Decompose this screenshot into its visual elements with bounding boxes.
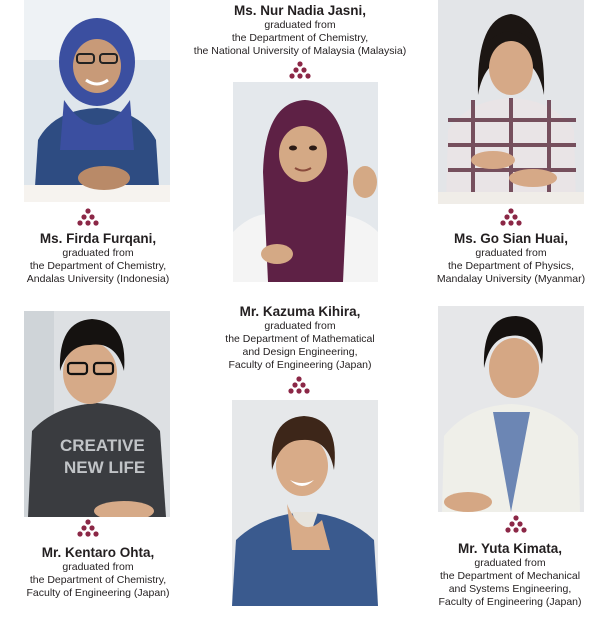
profile-caption-yuta-kimata — [420, 540, 600, 609]
caption-line: graduated from — [475, 247, 547, 259]
caption-line: Mandalay University (Myanmar) — [436, 273, 586, 285]
profile-caption-go-sian-huai — [412, 230, 600, 286]
caption-line: graduated from — [62, 561, 134, 573]
svg-text:NEW LIFE: NEW LIFE — [64, 458, 146, 477]
caption-line: the Department of Mathematical — [225, 333, 375, 345]
caption-line: Faculty of Engineering (Japan) — [228, 359, 372, 371]
photo-go-sian-huai — [438, 0, 584, 204]
person-name: Mr. Kazuma Kihira, — [239, 304, 361, 319]
dot-triangle-icon — [500, 208, 522, 226]
caption-line: graduated from — [264, 320, 336, 332]
profile-caption-nur-nadia-jasni — [180, 2, 420, 58]
caption-line: Faculty of Engineering (Japan) — [438, 596, 582, 608]
photo-nur-nadia-jasni — [233, 82, 378, 282]
dot-triangle-icon — [505, 515, 527, 533]
dot-triangle-icon — [288, 376, 310, 394]
caption-line: graduated from — [474, 557, 546, 569]
caption-line: the Department of Physics, — [447, 260, 575, 272]
caption-line: the Department of Chemistry, — [231, 32, 369, 44]
dot-triangle-icon — [77, 208, 99, 226]
profile-caption-kentaro-ohta — [0, 544, 196, 600]
caption-line: Faculty of Engineering (Japan) — [26, 587, 170, 599]
dot-triangle-icon — [77, 519, 99, 537]
person-name: Mr. Kentaro Ohta, — [41, 545, 155, 560]
photo-kentaro-ohta — [24, 311, 170, 517]
svg-text:CREATIVE: CREATIVE — [60, 436, 145, 455]
caption-line: and Systems Engineering, — [448, 583, 572, 595]
person-name: Ms. Firda Furqani, — [39, 231, 157, 246]
caption-line: the Department of Chemistry, — [29, 260, 167, 272]
profile-caption-firda-furqani — [0, 230, 196, 286]
caption-line: Andalas University (Indonesia) — [26, 273, 170, 285]
person-name: Mr. Yuta Kimata, — [457, 541, 563, 556]
caption-line: graduated from — [264, 19, 336, 31]
dot-triangle-icon — [289, 61, 311, 79]
caption-line: the National University of Malaysia (Malaysia) — [193, 45, 407, 57]
caption-line: the Department of Mechanical — [439, 570, 581, 582]
photo-firda-furqani — [24, 0, 170, 202]
profile-caption-kazuma-kihira — [190, 303, 410, 372]
photo-yuta-kimata — [438, 306, 584, 512]
photo-kazuma-kihira — [232, 400, 378, 606]
person-name: Ms. Nur Nadia Jasni, — [233, 3, 367, 18]
caption-line: the Department of Chemistry, — [29, 574, 167, 586]
person-name: Ms. Go Sian Huai, — [453, 231, 569, 246]
caption-line: and Design Engineering, — [242, 346, 358, 358]
caption-line: graduated from — [62, 247, 134, 259]
